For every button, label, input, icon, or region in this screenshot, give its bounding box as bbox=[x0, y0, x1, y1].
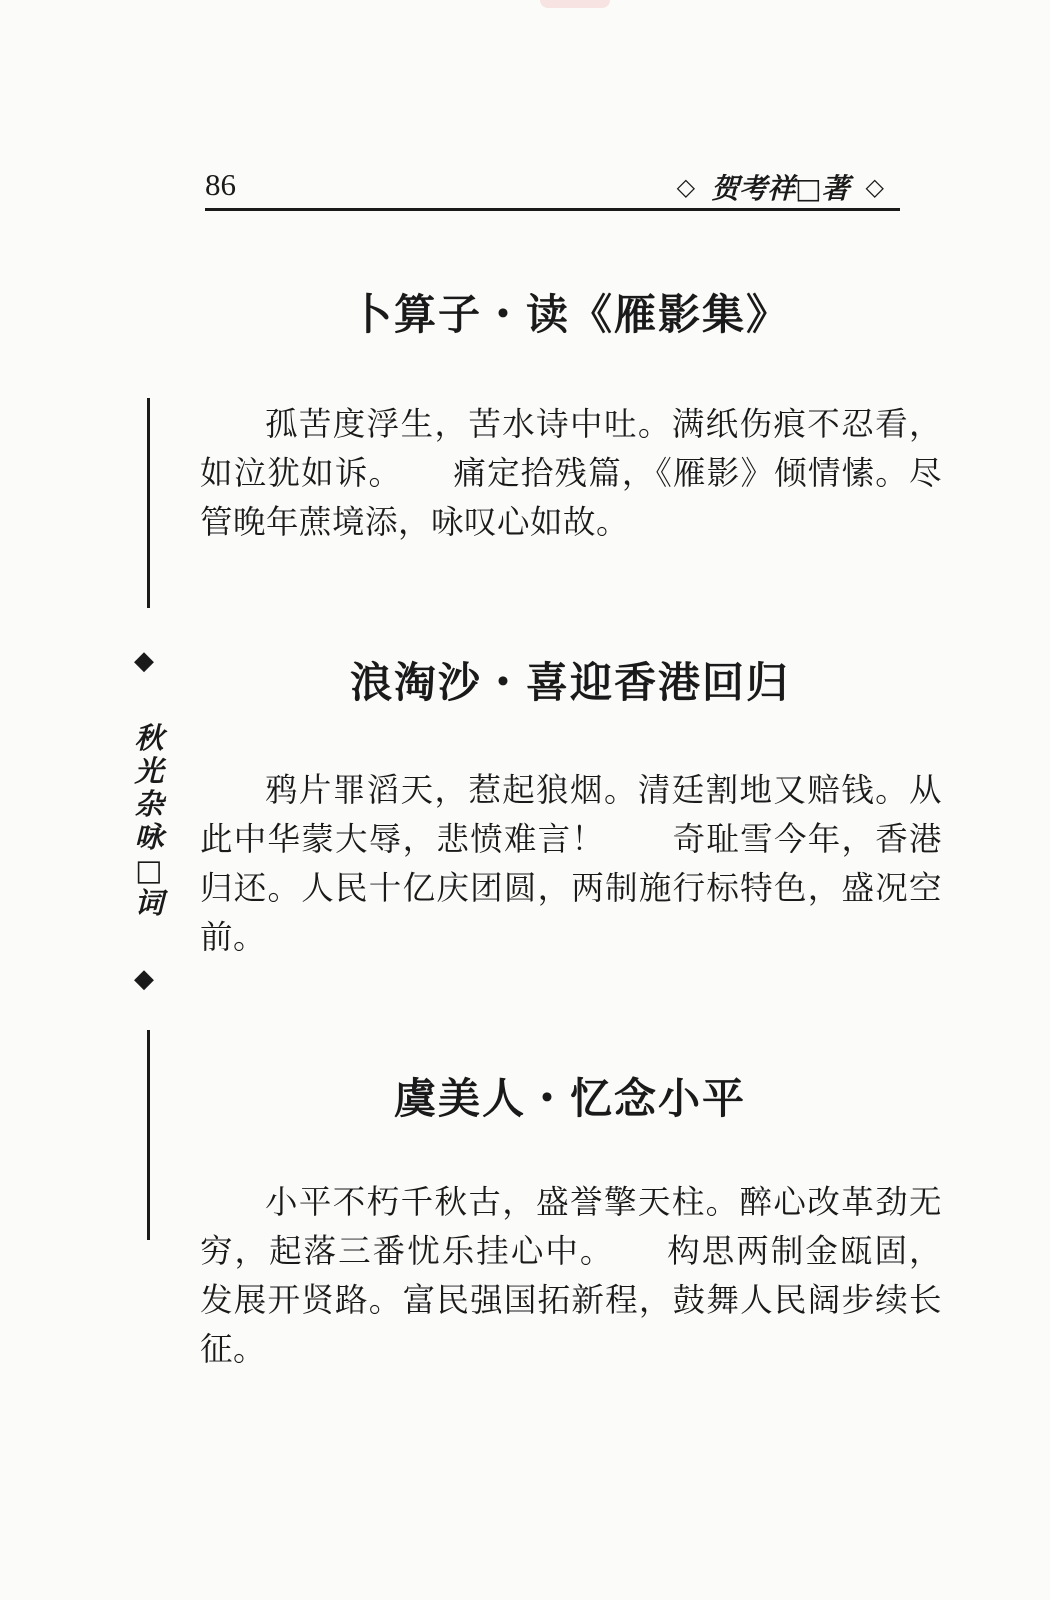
poem-body: 小平不朽千秋古，盛誉擎天柱。醉心改革劲无穷，起落三番忧乐挂心中。 构思两制金瓯固，发展开贤路。富民强国拓新程，鼓舞人民阔步续长征。 bbox=[200, 1183, 942, 1368]
running-header bbox=[205, 165, 900, 215]
page-edge-tint bbox=[540, 0, 610, 8]
side-rule-bottom bbox=[147, 1030, 150, 1240]
outline-diamond-icon: ◇ bbox=[865, 173, 884, 201]
side-rule-top bbox=[147, 398, 150, 608]
page-number: 86 bbox=[205, 167, 236, 202]
running-title: 贺考祥□著 bbox=[711, 172, 850, 205]
outline-diamond-icon: ◇ bbox=[676, 173, 696, 201]
header-rule bbox=[205, 208, 900, 211]
poem-title: 虞美人・忆念小平 bbox=[393, 1074, 746, 1123]
side-book-title: 秋光杂咏□词 bbox=[134, 721, 164, 920]
poem-title: 卜算子・读《雁影集》 bbox=[349, 290, 790, 339]
solid-diamond-icon: ◆ bbox=[134, 646, 154, 676]
poem-body: 孤苦度浮生，苦水诗中吐。满纸伤痕不忍看，如泣犹如诉。 痛定拾残篇，《雁影》倾情愫。尽管晚年蔗境添，咏叹心如故。 bbox=[200, 405, 942, 541]
running-title-group bbox=[661, 167, 900, 207]
poem-title: 浪淘沙・喜迎香港回归 bbox=[349, 658, 790, 707]
poem-body: 鸦片罪滔天，惹起狼烟。清廷割地又赔钱。从此中华蒙大辱，悲愤难言！ 奇耻雪今年，香港归还。人民十亿庆团圆，两制施行标特色，盛况空前。 bbox=[200, 771, 942, 956]
solid-diamond-icon: ◆ bbox=[134, 964, 154, 994]
